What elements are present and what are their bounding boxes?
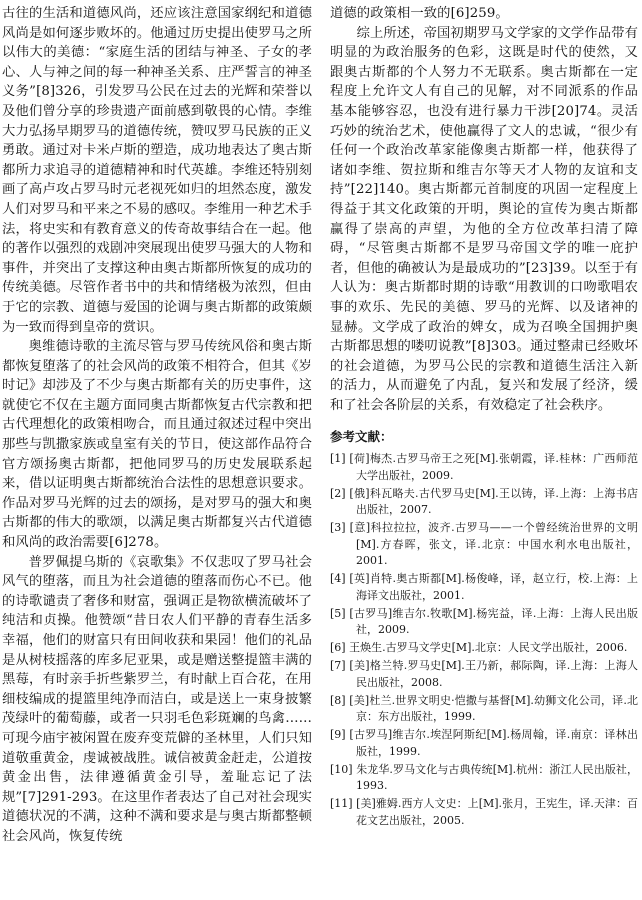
references-list xyxy=(330,451,638,829)
reference-text: [意]科拉拉拉，波齐.古罗马——一个曾经统治世界的文明[M].方春晖，张文，译.北京：中国水利水电出版社，2001. xyxy=(349,521,639,568)
right-paragraph-1: 道德的政策相一致的[6]259。 xyxy=(330,6,509,21)
reference-number: [4] xyxy=(330,572,346,586)
reference-item xyxy=(330,520,638,570)
reference-number: [10] xyxy=(330,762,353,776)
reference-number: [9] xyxy=(330,728,346,742)
reference-text: [古罗马]维吉尔.牧歌[M].杨宪益，译.上海：上海人民出版社，2009. xyxy=(349,606,638,637)
reference-item xyxy=(330,451,638,484)
right-column xyxy=(330,4,638,831)
reference-item xyxy=(330,606,638,639)
reference-number: [11] xyxy=(330,797,353,811)
reference-number: [6] xyxy=(330,641,346,655)
reference-item xyxy=(330,571,638,604)
right-paragraph-2: 综上所述，帝国初期罗马文学家的文学作品带有明显的为政治服务的色彩，这既是时代的使然，又跟奥古斯都的个人努力不无联系。奥古斯都在一定程度上允许文人有自己的见解，对不同派系的作品基本能够容忍，也没有进行暴力干涉[20]74。灵活巧妙的统治艺术，使他赢得了文人的忠诚，“很少有任何一个政治改革家能像奥古斯都一样，他获得了诸如李维、贺拉斯和维吉尔等天才人物的友谊和支持”[22]140。奥古斯都元首制度的巩固一定程度上得益于其文化政策的开明，舆论的宣传为奥古斯都赢得了崇高的声望，为他的全方位改革扫清了障碍，“尽管奥古斯都不是罗马帝国文学的唯一庇护者，但他的确被认为是最成功的”[23]39。以至于有人认为：奥古斯都时期的诗歌“用教训的口吻歌唱农事的欢乐、先民的美德、罗马的光辉、以及诸神的显赫。文学成了政治的婢女，成为召唤全国拥护奥古斯都思想的喽叨说教”[8]303。通过整肃已经败坏的社会道德，为罗马公民的宗教和道德生活注入新的活力，从而避免了内乱，复兴和发展了经济，缓和了社会各阶层的关系，有效稳定了社会秩序。 xyxy=(330,25,638,413)
reference-text: [美]杜兰.世界文明史·恺撒与基督[M].幼狮文化公司，译.北京：东方出版社，1999. xyxy=(349,693,639,724)
reference-text: [荷]梅杰.古罗马帝王之死[M].张朝霞，译.桂林：广西师范大学出版社，2009. xyxy=(349,452,638,482)
references-title: 参考文献： xyxy=(330,429,393,445)
left-paragraph-2: 奥维德诗歌的主流尽管与罗马传统风俗和奥古斯都恢复堕落了的社会风尚的政策不相符合，但其《岁时记》却涉及了不少与奥古斯都有关的历史事件，这就使它不仅在主题方面同奥古斯都恢复古代宗教和把古代理想化的政策相吻合，而且通过叙述过程中突出那些与凯撒家族或皇室有关的节日，使这部作品符合官方颂扬奥古斯都，把他同罗马的历史发展联系起来，借以证明奥古斯都统治合法性的思想意识要求。作品对罗马光辉的过去的颂扬，是对罗马的强大和奥古斯都的伟大的歌颂，以满足奥古斯都复兴古代道德和风尚的政治需要[6]278。 xyxy=(2,339,312,551)
left-column xyxy=(2,4,312,847)
reference-number: [1] xyxy=(330,452,346,466)
reference-number: [7] xyxy=(330,659,346,673)
left-paragraph-1: 古往的生活和道德风尚，还应该注意国家纲纪和道德风尚是如何逐步败坏的。他通过历史提出使罗马之所以伟大的美德：“家庭生活的团结与神圣、子女的孝心、人与神之间的每一种神圣关系、庄严誓言的神圣义务”[8]326，引发罗马公民在过去的光辉和荣誉以及他们曾分享的珍贵遗产面前感到敬畏的心情。李维大力弘扬早期罗马的道德传统，赞叹罗马民族的正义勇敢。通过对卡米卢斯的塑造，成功地表达了奥古斯都所力求追寻的道德精神和时代英雄。李维还特别刻画了高卢攻占罗马时元老视死如归的坦然态度，激发人们对罗马和平来之不易的感叹。李维用一种艺术手法，将史实和有教育意义的传奇故事结合在一起。他的著作以强烈的戏剧冲突展现出使罗马强大的人物和事件，并突出了支撑这种由奥古斯都所恢复的成功的传统美德。尽管作者书中的共和情绪极为浓烈，但由于它的宗教、道德与爱国的论调与奥古斯都的政策颇为一致而得到皇帝的赏识。 xyxy=(2,6,312,335)
reference-number: [3] xyxy=(330,521,346,535)
reference-item xyxy=(330,658,638,691)
reference-item xyxy=(330,486,638,519)
reference-item xyxy=(330,727,638,760)
reference-text: [俄]科瓦略夫.古代罗马史[M].王以铸，译.上海：上海书店出版社，2007. xyxy=(349,486,638,517)
reference-text: [英]肖特.奥古斯都[M].杨俊峰，译，赵立行，校.上海：上海译文出版社，2001. xyxy=(349,572,638,602)
reference-text: [古罗马]维吉尔.埃涅阿斯纪[M].杨周翰，译.南京：译林出版社，1999. xyxy=(349,728,638,758)
reference-text: [美]雅姆.西方人文史：上[M].张月，王宪生，译.天津：百花文艺出版社，2005. xyxy=(356,797,639,827)
reference-number: [2] xyxy=(330,486,346,500)
reference-text: 朱龙华.罗马文化与古典传统[M].杭州：浙江人民出版社，1993. xyxy=(356,762,639,793)
reference-number: [5] xyxy=(330,606,346,620)
reference-item xyxy=(330,693,638,726)
left-paragraph-3: 普罗佩提乌斯的《哀歌集》不仅悲叹了罗马社会风气的堕落，而且为社会道德的堕落而伤心不已。他的诗歌谴责了奢侈和财富，强调正是物欲横流破坏了纯洁和贞操。他赞颂“昔日农人们平静的青春生活多幸福，他们的财富只有田间收获和果园！他们的礼品是从树枝摇落的库多尼亚果，或是赠送整提篮丰满的黑莓，有时亲手折些紫罗兰，有时献上百合花，在用细枝编成的提篮里纯净而洁白，或是送上一束身披繁茂绿叶的葡萄藤，或者一只羽毛色彩斑斓的鸟禽……可现今庙宇被闲置在废弃变荒僻的圣林里，人们只知道敬重黄金，虔诚被战胜。诚信被黄金赶走，公道按黄金出售，法律遵循黄金引导，羞耻忘记了法规”[7]291-293。在这里作者表达了自己对社会现实道德状况的不满，这种不满和要求是与奥古斯都整顿社会风尚，恢复传统 xyxy=(2,554,312,844)
reference-item xyxy=(330,640,638,657)
reference-item xyxy=(330,796,638,829)
reference-text: 王焕生.古罗马文学史[M].北京：人民文学出版社，2006. xyxy=(349,641,628,655)
reference-item xyxy=(330,762,638,795)
reference-text: [美]格兰特.罗马史[M].王乃新，郝际陶，译.上海：上海人民出版社，2008. xyxy=(349,659,638,689)
reference-number: [8] xyxy=(330,693,346,707)
